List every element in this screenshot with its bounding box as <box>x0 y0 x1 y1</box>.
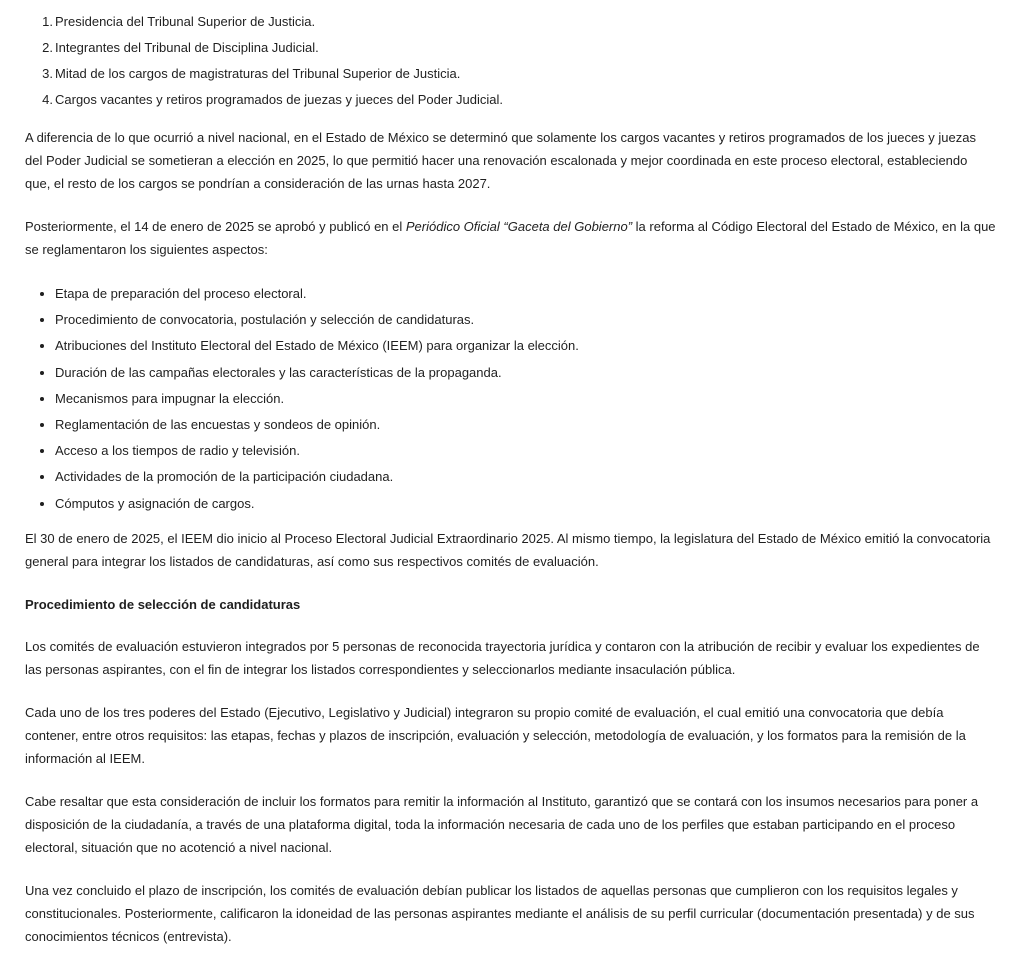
paragraph-formatos: Cabe resaltar que esta consideración de incluir los formatos para remitir la información al Instituto, garantizó que se contará con los insumos necesarios para poner a disposición de la ciudadanía, a través de una plataforma digital, toda la información necesaria de cada uno de los perfiles que estaban participando en el proceso electoral, situación que no acotenció a nivel nacional. <box>25 793 979 855</box>
bullet-list-item <box>55 413 996 439</box>
bullet-list-item <box>55 308 996 334</box>
bullet-list-item <box>55 465 996 491</box>
bullet-item-text: Reglamentación de las encuestas y sondeos de opinión. <box>55 416 381 432</box>
paragraph-reforma-before: Posteriormente, el 14 de enero de 2025 se aprobó y publicó en el <box>25 219 406 234</box>
numbered-list-item <box>42 10 996 36</box>
bullet-item-text: Atribuciones del Instituto Electoral del Estado de México (IEEM) para organizar la elección. <box>55 338 579 354</box>
bullet-icon <box>40 371 44 375</box>
bullet-list-item <box>55 492 996 518</box>
list-number: 3. <box>42 66 53 81</box>
bullet-item-text: Mecanismos para impugnar la elección. <box>55 390 285 406</box>
bullet-list-item <box>55 282 996 308</box>
bullet-icon <box>40 318 44 322</box>
bullet-icon <box>40 292 44 296</box>
paragraph-inicio-proceso: El 30 de enero de 2025, el IEEM dio inicio al Proceso Electoral Judicial Extraordinario 2025. Al mismo tiempo, la legislatura del Estado de México emitió la convocatoria general para integrar los listados de candidaturas, así como sus respectivos comités de evaluación. <box>25 530 991 569</box>
bullet-list-item <box>55 439 996 465</box>
numbered-list-item <box>42 88 996 114</box>
numbered-list <box>25 10 996 114</box>
bullet-icon <box>40 449 44 453</box>
periodico-oficial-title: Periódico Oficial “Gaceta del Gobierno” <box>405 219 633 234</box>
list-number: 2. <box>42 40 53 55</box>
bullet-item-text: Cómputos y asignación de cargos. <box>55 495 255 511</box>
bullet-item-text: Procedimiento de convocatoria, postulación y selección de candidaturas. <box>55 312 475 328</box>
numbered-list-item <box>42 36 996 62</box>
paragraph-comites: Los comités de evaluación estuvieron integrados por 5 personas de reconocida trayectoria jurídica y contaron con la atribución de recibir y evaluar los expedientes de las personas aspirantes, con el fin de integrar los listados correspondientes y seleccionarlos mediante insaculación pública. <box>25 638 980 677</box>
list-item-text: Presidencia del Tribunal Superior de Justicia. <box>55 14 316 29</box>
paragraph-inscripcion: Una vez concluido el plazo de inscripción, los comités de evaluación debían publicar los listados de aquellas personas que cumplieron con los requisitos legales y constitucionales. Posteriormente, calificaron la idoneidad de las personas aspirantes mediante el análisis de su perfil curricular (documentación presentada) y de sus conocimientos técnicos (entrevista). <box>25 882 975 944</box>
bullet-icon <box>40 397 44 401</box>
bullet-item-text: Actividades de la promoción de la participación ciudadana. <box>55 469 394 485</box>
paragraph-nacional: A diferencia de lo que ocurrió a nivel nacional, en el Estado de México se determinó que solamente los cargos vacantes y retiros programados de los jueces y juezas del Poder Judicial se sometieran a elección en 2025, lo que permitió hacer una renovación escalonada y mejor coordinada en este proceso electoral, estableciendo que, el resto de los cargos se pondrían a consideración de las urnas hasta 2027. <box>25 130 976 191</box>
bullet-icon <box>40 344 44 348</box>
section-heading: Procedimiento de selección de candidaturas <box>25 596 301 612</box>
paragraph-poderes: Cada uno de los tres poderes del Estado (Ejecutivo, Legislativo y Judicial) integraron su propio comité de evaluación, el cual emitió una convocatoria que debía contener, entre otros requisitos: las etapas, fechas y plazos de inscripción, evaluación y selección, metodología de evaluación, y los formatos para la remisión de la información al IEEM. <box>25 704 966 766</box>
bullet-item-text: Acceso a los tiempos de radio y televisión. <box>55 443 300 459</box>
bullet-list-item <box>55 334 996 360</box>
list-item-text: Integrantes del Tribunal de Disciplina Judicial. <box>55 40 319 55</box>
paragraph-reforma <box>25 215 996 261</box>
list-item-text: Mitad de los cargos de magistraturas del Tribunal Superior de Justicia. <box>55 66 461 81</box>
numbered-list-item <box>42 62 996 88</box>
bullet-item-text: Etapa de preparación del proceso electoral. <box>55 286 307 301</box>
bullet-list-item <box>55 387 996 413</box>
aspects-list-wrapper <box>25 282 996 518</box>
bullet-icon <box>40 502 44 506</box>
bullet-item-text: Duración de las campañas electorales y las características de la propaganda. <box>55 364 502 380</box>
bullet-list-item <box>55 361 996 387</box>
list-number: 4. <box>42 92 53 107</box>
bullet-icon <box>40 423 44 427</box>
bullet-list <box>25 282 996 518</box>
bullet-icon <box>40 475 44 479</box>
list-item-text: Cargos vacantes y retiros programados de juezas y jueces del Poder Judicial. <box>55 92 504 107</box>
paragraph-reforma-after: la reforma al Código Electoral del Estado de México, en la que se reglamentaron los siguientes aspectos: <box>25 219 996 257</box>
list-number: 1. <box>42 14 53 29</box>
